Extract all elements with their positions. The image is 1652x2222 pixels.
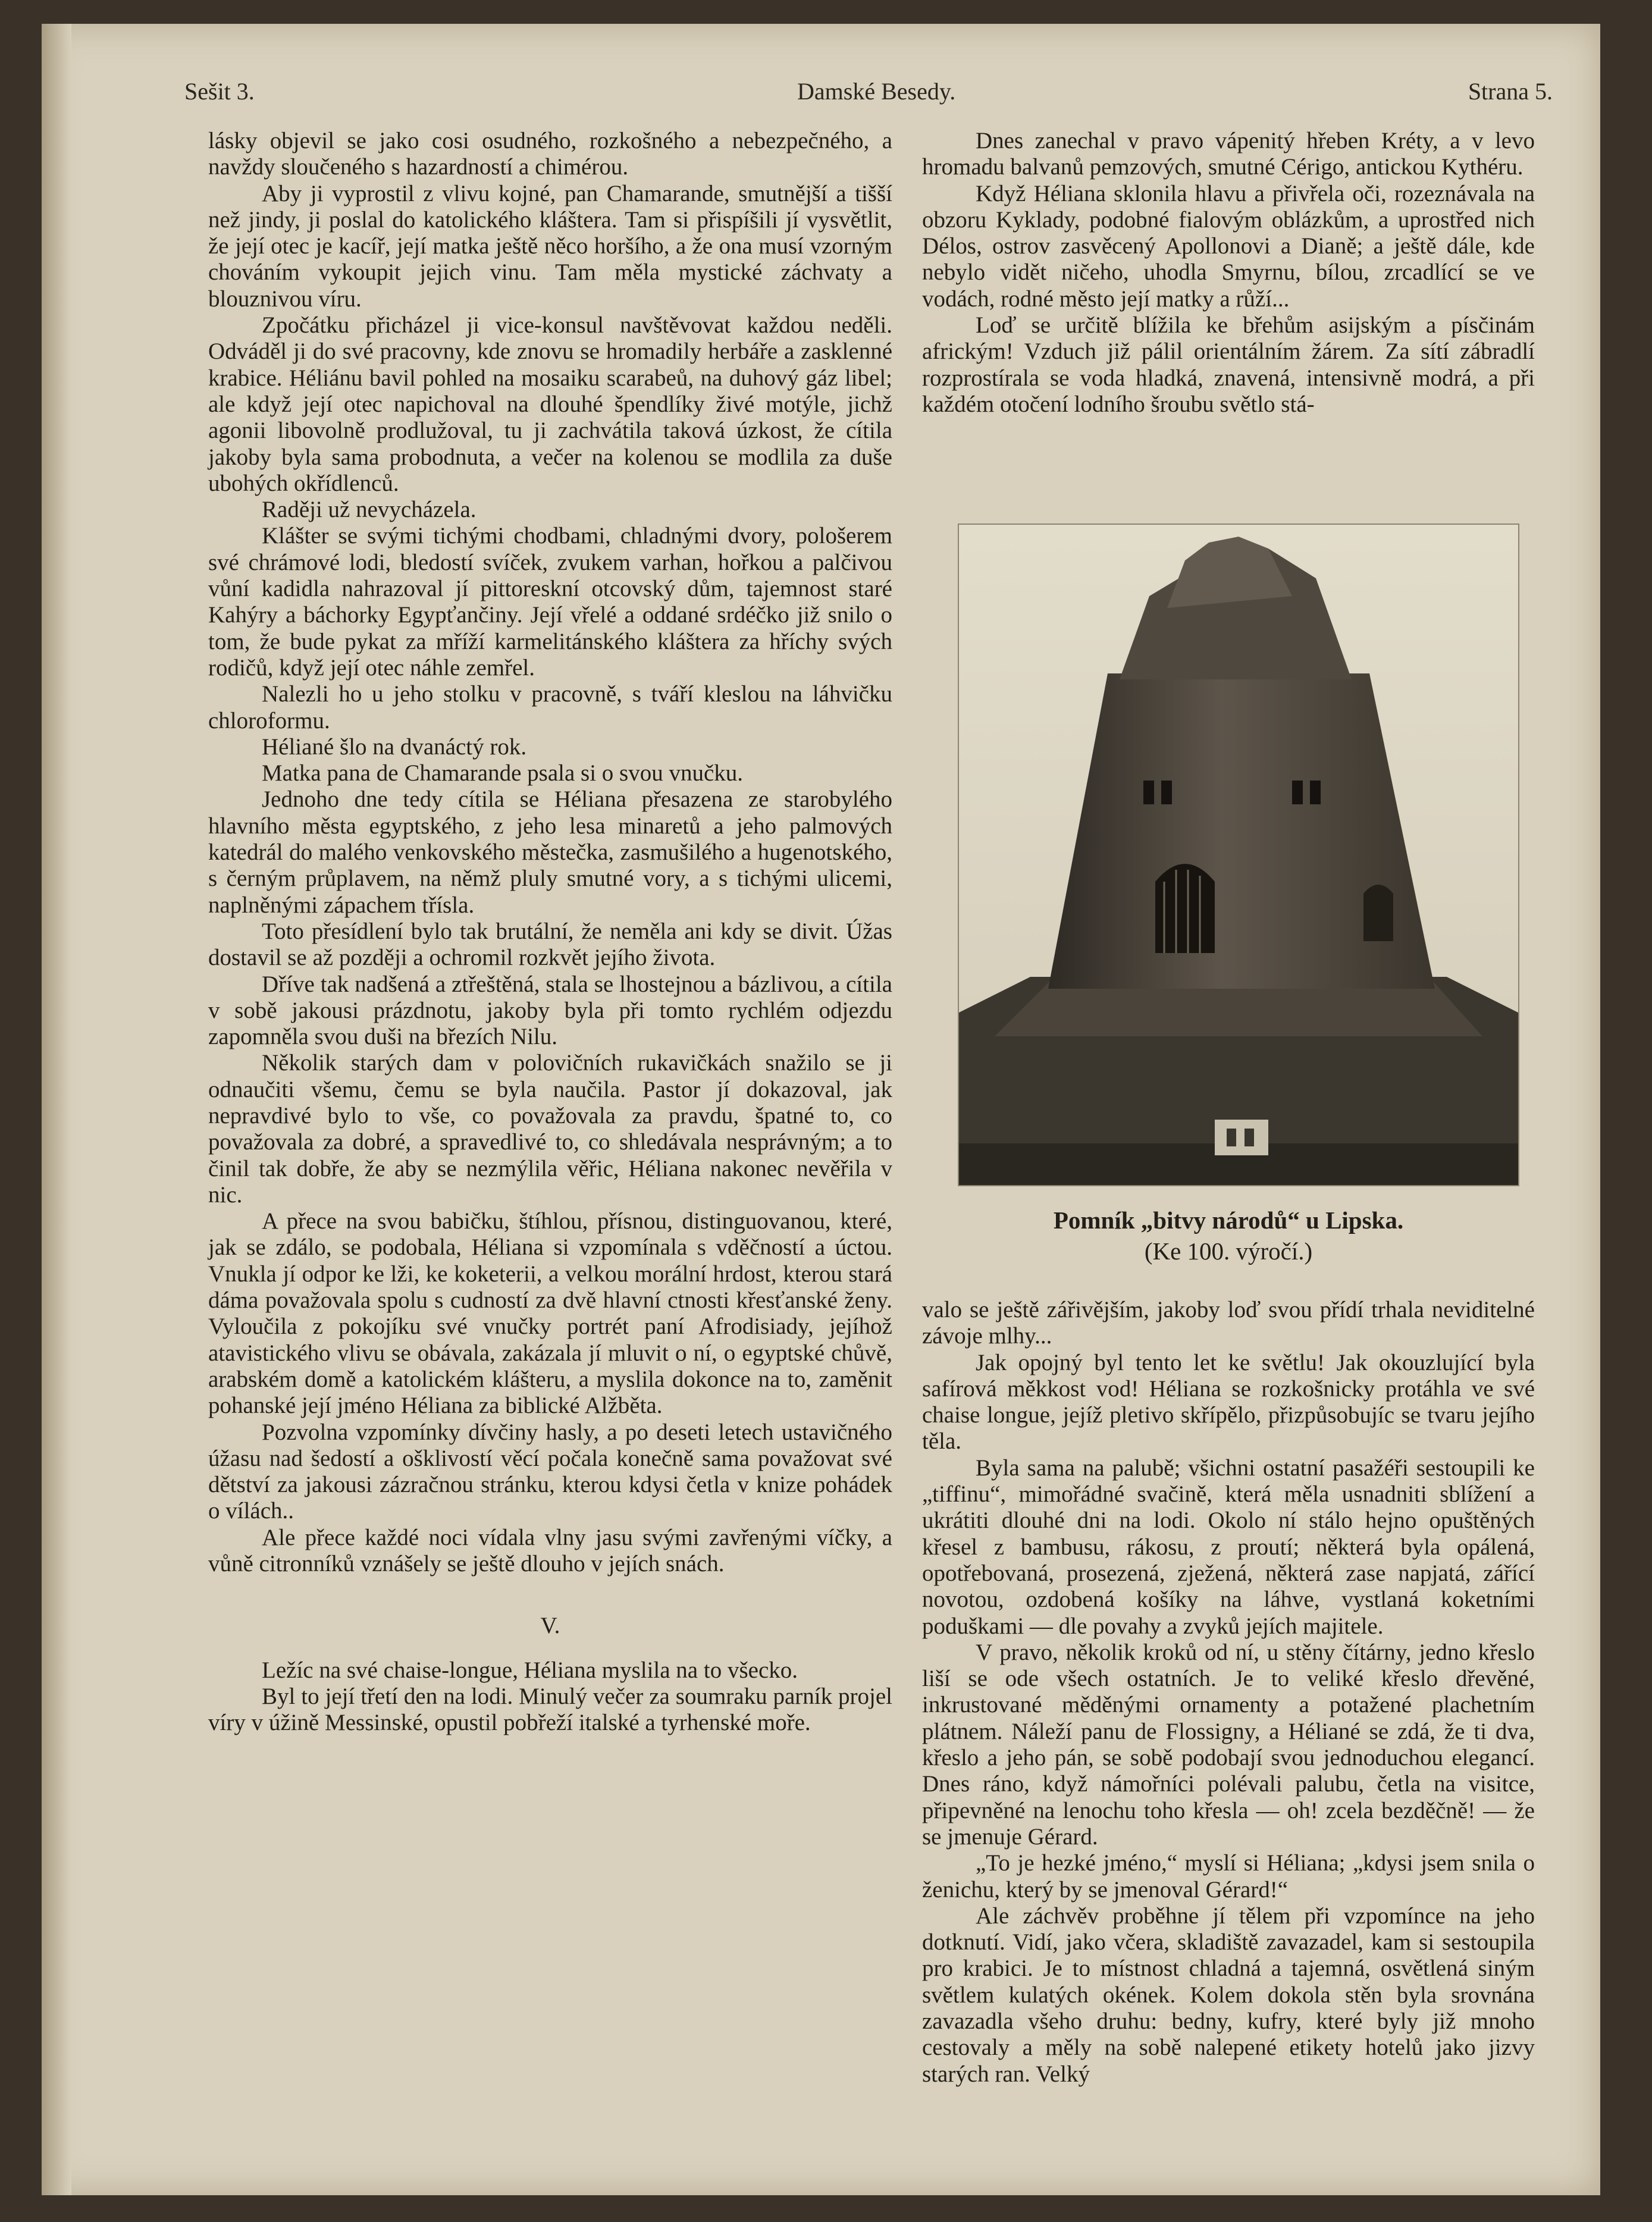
- paragraph: Jednoho dne tedy cítila se Héliana přesazena ze starobylého hlavního města egyptského, z jeho lesa minaretů a jeho palmových katedrál do malého venkovského městečka, zasmušilého a hugenotského, s černým průplavem, na němž pluly smutné vory, a s tichými ulicemi, naplněnými zápachem tříslа.: [208, 786, 892, 918]
- right-text-column-bottom: [922, 1297, 1535, 2088]
- paragraph: Jak opojný byl tento let ke světlu! Jak okouzlující byla safírová měkkost vod! Héliana se rozkošnicky protáhla ve své chaise longue, jejíž pletivo skřípělo, přizpůsobujíc se tvaru jejího těla.: [922, 1349, 1535, 1455]
- paragraph: Pozvolna vzpomínky dívčiny hasly, a po deseti letech ustavičného úžasu nad šedostí a ošklivostí věcí počala konečně sama považovat své dětství za jakousi zázračnou stránku, kterou kdysi četla v knize pohádek o vílách..: [208, 1419, 892, 1524]
- paragraph: Byl to její třetí den na lodi. Minulý večer za soumraku parník projel víry v úžině Messinské, opustil pobřeží italské a tyrhenské moře.: [208, 1683, 892, 1736]
- paragraph: Dnes zanechal v pravo vápenitý hřeben Kréty, a v levo hromadu balvanů pemzových, smutné Cérigo, antickou Kythéru.: [922, 128, 1535, 180]
- caption-title: Pomník „bitvy národů“ u Lipska.: [1053, 1206, 1404, 1234]
- photo-caption: [922, 1205, 1535, 1267]
- magazine-title: Damské Besedy.: [797, 78, 956, 105]
- paragraph: Héliané šlo na dvanáctý rok.: [262, 734, 527, 760]
- paragraph: Několik starých dam v polovičních rukavičkách snažilo se ji odnaučiti všemu, čemu se byla naučila. Pastor jí dokazoval, jak nepravdivé bylo to vše, co považovala za pravdu, špatné to, co považovala za dobré, a spravedlivé to, co shledávala nesprávným; a to činil tak dobře, že aby se nezmýlila věřic, Héliana nakonec nevěřila v nic.: [208, 1050, 892, 1208]
- running-header: [184, 77, 1553, 113]
- page-number: Strana 5.: [1468, 78, 1553, 105]
- page-binding-shadow: [42, 24, 71, 2195]
- left-text-column: [208, 128, 892, 1737]
- paragraph: Aby ji vyprostil z vlivu kojné, pan Chamarande, smutnější a tišší než jindy, ji poslal do katolického kláštera. Tam si přispíšili jí vysvětlit, že její otec je kacíř, její matka ještě něco horšího, a že ona musí vzorným chováním vykoupit jejich vinu. Tam měla mystické záchvaty a blouznivou víru.: [208, 180, 892, 312]
- paragraph: Zpočátku přicházel ji vice-konsul navštěvovat každou neděli. Odváděl ji do své pracovny, kde znovu se hromadily herbáře a zasklenné krabice. Héliánu bavil pohled na mosaiku scarabeů, na duhový gáz libel; ale když její otec napichoval na dlouhé špendlíky živé motýle, jichž agonii libovolně prodlužoval, tu ji zachvátila taková úzkost, že cítila jakoby byla sama probodnuta, a večer na kolenou se modlila za duše ubohých okřídlenců.: [208, 312, 892, 496]
- chapter-heading: V.: [540, 1613, 560, 1639]
- magazine-page: [42, 24, 1600, 2195]
- paragraph: lásky objevil se jako cosi osudného, rozkošného a nebezpečného, a navždy sloučeného s hazardností a chimérou.: [208, 128, 892, 180]
- paragraph: Ležíc na své chaise-longue, Héliana myslila na to všecko.: [262, 1657, 798, 1683]
- paragraph: Raději už nevycházela.: [262, 497, 477, 523]
- paragraph: Loď se určitě blížila ke břehům asijským a písčinám africkým! Vzduch již pálil orientálním žárem. Za sítí zábradlí rozprostírala se voda hladká, znavená, intensivně modrá, a při každém otočení lodního šroubu světlo stá-: [922, 312, 1535, 417]
- paragraph: Matka pana de Chamarande psala si o svou vnučku.: [262, 760, 744, 786]
- paragraph: valo se ještě zářivějším, jakoby loď svou přídí trhala neviditelné závoje mlhy...: [922, 1297, 1535, 1349]
- paragraph: Ale záchvěv proběhne jí tělem při vzpomínce na jeho dotknutí. Vidí, jako včera, skladiště zavazadel, kam si sestoupila pro krabici. Je to místnost chladná a tajemná, osvětlená siným světlem kulatých okének. Kolem dokola stěn byla srovnána zavazadla všeho druhu: bedny, kufry, které byly již mnoho cestovaly a měly na sobě nalepené etikety hotelů jako jizvy starých ran. Velký: [922, 1903, 1535, 2087]
- right-text-column-top: [922, 128, 1535, 418]
- paragraph: Klášter se svými tichými chodbami, chladnými dvory, pološerem své chrámové lodi, bledostí svíček, zvukem varhan, hořkou a palčivou vůní kadidla nahrazoval jí pittoreskní otcovský dům, tajemnost staré Kahýry a báchorky Egypťančiny. Její vřelé a oddané srdéčko již snilo o tom, že bude pykat za mříží karmelitánského kláštera za hříchy svých rodičů, když její otec náhle zemřel.: [208, 523, 892, 681]
- caption-subtitle: (Ke 100. výročí.): [1144, 1237, 1313, 1265]
- paragraph: V pravo, několik kroků od ní, u stěny čítárny, jedno křeslo liší se ode všech ostatních. Je to veliké křeslo dřevěné, inkrustované měděnými ornamenty a potažené plachetním plátnem. Náleží panu de Flossigny, a Héliané se zdá, že ti dva, křeslo a jeho pán, se sobě podobají svou jednoduchou elegancí. Dnes ráno, když námořníci polévali palubu, četla na visitce, připevněné na lenochu toho křesla — oh! zcela bezděčně! — že se jmenuje Gérard.: [922, 1639, 1535, 1850]
- paragraph: Dříve tak nadšená a ztřeštěná, stala se lhostejnou a bázlivou, a cítila v sobě jakousi prázdnotu, jakoby byla při tomto rychlém odjezdu zapomněla svou duši na březích Nilu.: [208, 971, 892, 1050]
- issue-number: Sešit 3.: [184, 78, 255, 105]
- paragraph: „To je hezké jméno,“ myslí si Héliana; „kdysi jsem snila o ženichu, který by se jmenoval Gérard!“: [922, 1850, 1535, 1903]
- monument-photo: [958, 524, 1519, 1186]
- paragraph: Nalezli ho u jeho stolku v pracovně, s tváří kleslou na láhvičku chloroformu.: [208, 681, 892, 734]
- monument-illustration: [959, 525, 1518, 1185]
- paragraph: Byla sama na palubě; všichni ostatní pasažéři sestoupili ke „tiffinu“, mimořádné svačině, která měla usnadniti sblížení a ukrátiti dlouhé dni na lodi. Okolo ní stálo hejno opuštěných křesel z bambusu, rákosu, z proutí; některá byla opálená, opotřebovaná, prosezená, zježená, některá zase napjatá, zářící novotou, ozdobená košíky na láhve, vystlaná koketními poduškami — dle povahy a zvyků jejích majitele.: [922, 1455, 1535, 1639]
- paragraph: Když Héliana sklonila hlavu a přivřela oči, rozeznávala na obzoru Kyklady, podobné fialovým oblázkům, a uprostřed nich Délos, ostrov zasvěcený Apollonovi a Dianě; a ještě dále, kde nebylo vidět ničeho, uhodla Smyrnu, bílou, zrcadlící se ve vodách, rodné město její matky a růží...: [922, 180, 1535, 312]
- paragraph: A přece na svou babičku, štíhlou, přísnou, distinguovanou, které, jak se zdálo, se podobala, Héliana si vzpomínala s vděčností a úctou. Vnukla jí odpor ke lži, ke koketerii, a velkou morální hrdost, kterou stará dáma považovala spolu s cudností za dvě hlavní ctnosti křesťanské ženy. Vyloučila z pokojíku své vnučky portrét paní Afrodisiady, jejíhož atavistického vlivu se obávala, zakázala jí mluvit o ní, o egyptské chůvě, arabském domě a katolickém klášteru, a myslila dokonce na to, zaměnit pohanské její jméno Héliana za biblické Alžběta.: [208, 1208, 892, 1419]
- paragraph: Ale přece každé noci vídala vlny jasu svými zavřenými víčky, a vůně citronníků vznášely se ještě dlouho v jejích snách.: [208, 1524, 892, 1577]
- paragraph: Toto přesídlení bylo tak brutální, že neměla ani kdy se divit. Úžas dostavil se až později a ochromil rozkvět jejího života.: [208, 918, 892, 971]
